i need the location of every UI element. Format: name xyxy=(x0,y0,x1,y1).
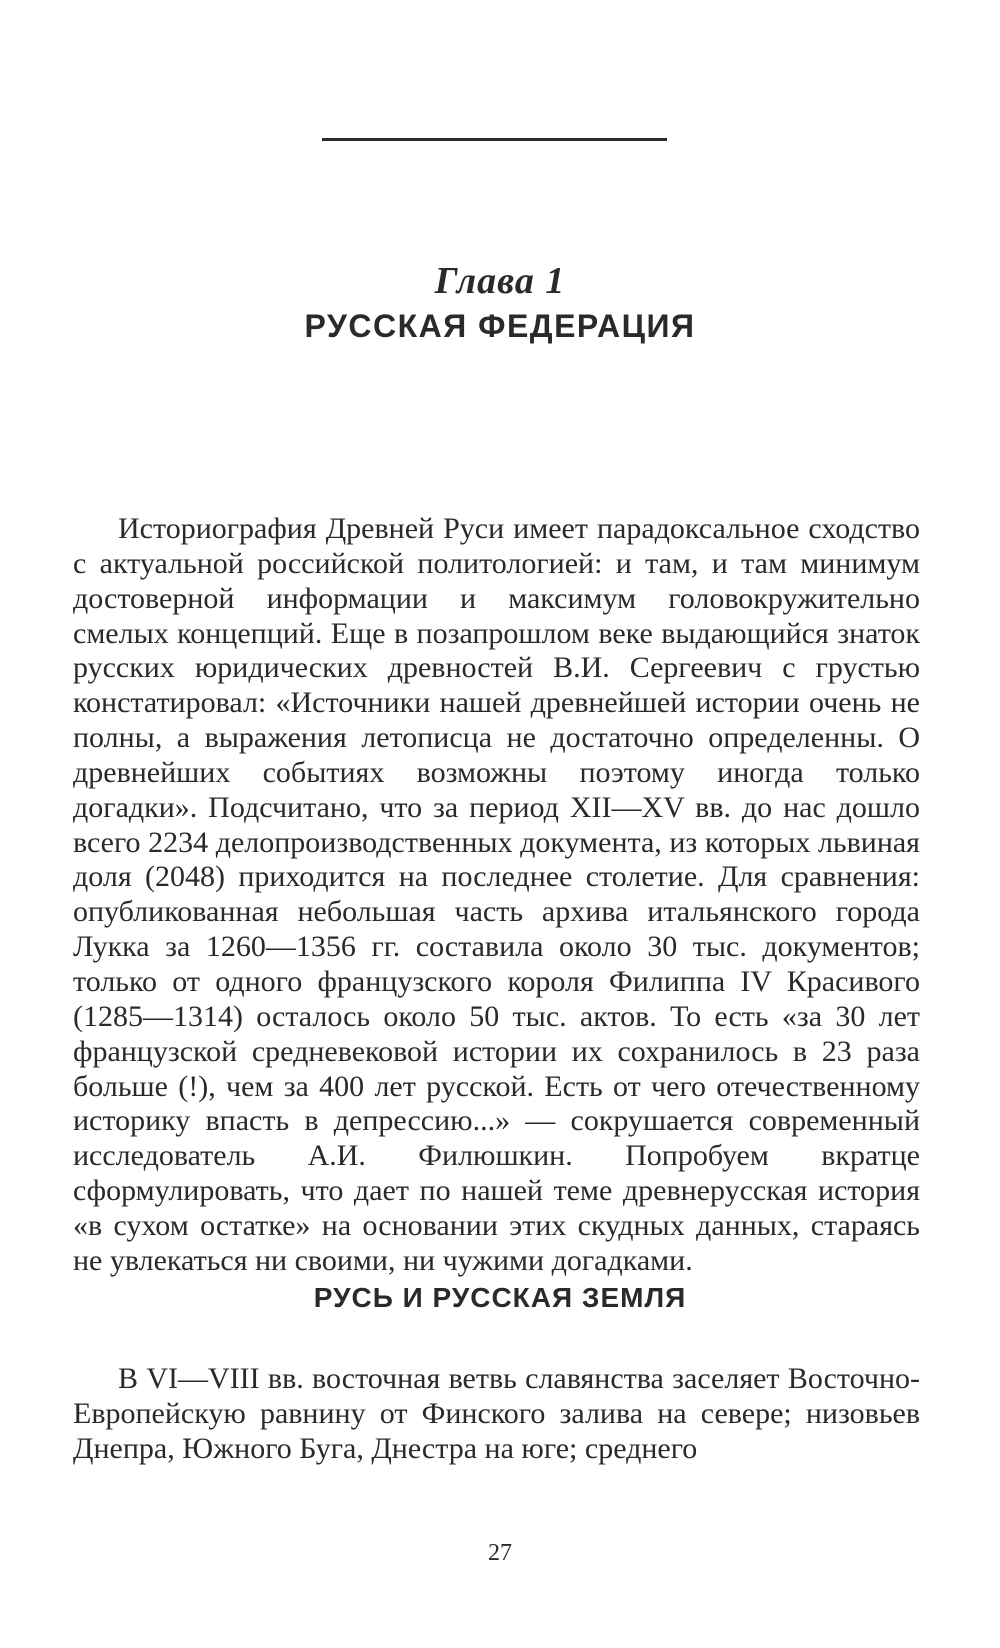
section-paragraph: В VI—VIII вв. восточная ветвь славянства заселяет Восточно-Европейскую равнину от Финского залива на севере; низовьев Днепра, Южного Буга, Днестра на юге; среднего xyxy=(73,1362,920,1465)
section-title: РУСЬ И РУССКАЯ ЗЕМЛЯ xyxy=(313,1282,687,1313)
top-divider-rule xyxy=(322,138,667,141)
intro-paragraph: Историография Древней Руси имеет парадоксальное сходство с актуальной российской политологией: и там, и там минимум достоверной информации и максимум головокружительно смелых концепций. Еще в позапрошлом веке выдающийся знаток русских юридических древностей В.И. Сергеевич с грустью констатировал: «Источники нашей древнейшей истории очень не полны, а выражения летописца не достаточно определенны. О древнейших событиях возможны поэтому иногда только догадки». Подсчитано, что за период XII—XV вв. до нас дошло всего 2234 делопроизводственных документа, из которых львиная доля (2048) приходится на последнее столетие. Для сравнения: опубликованная небольшая часть архива итальянского города Лукка за 1260—1356 гг. составила около 30 тыс. документов; только от одного французского короля Филиппа IV Красивого (1285—1314) осталось около 50 тыс. актов. То есть «за 30 лет французской средневековой истории их сохранилось в 23 раза больше (!), чем за 400 лет русской. Есть от чего отечественному историку впасть в депрессию...» — сокрушается современный исследователь А.И. Филюшкин. Попробуем вкратце сформулировать, что дает по нашей теме древнерусская история «в сухом остатке» на основании этих скудных данных, стараясь не увлекаться ни своими, ни чужими догадками. xyxy=(73,512,920,1277)
chapter-title: РУССКАЯ ФЕДЕРАЦИЯ xyxy=(304,308,696,344)
page-number: 27 xyxy=(488,1540,512,1566)
chapter-label: Глава 1 xyxy=(434,260,566,302)
